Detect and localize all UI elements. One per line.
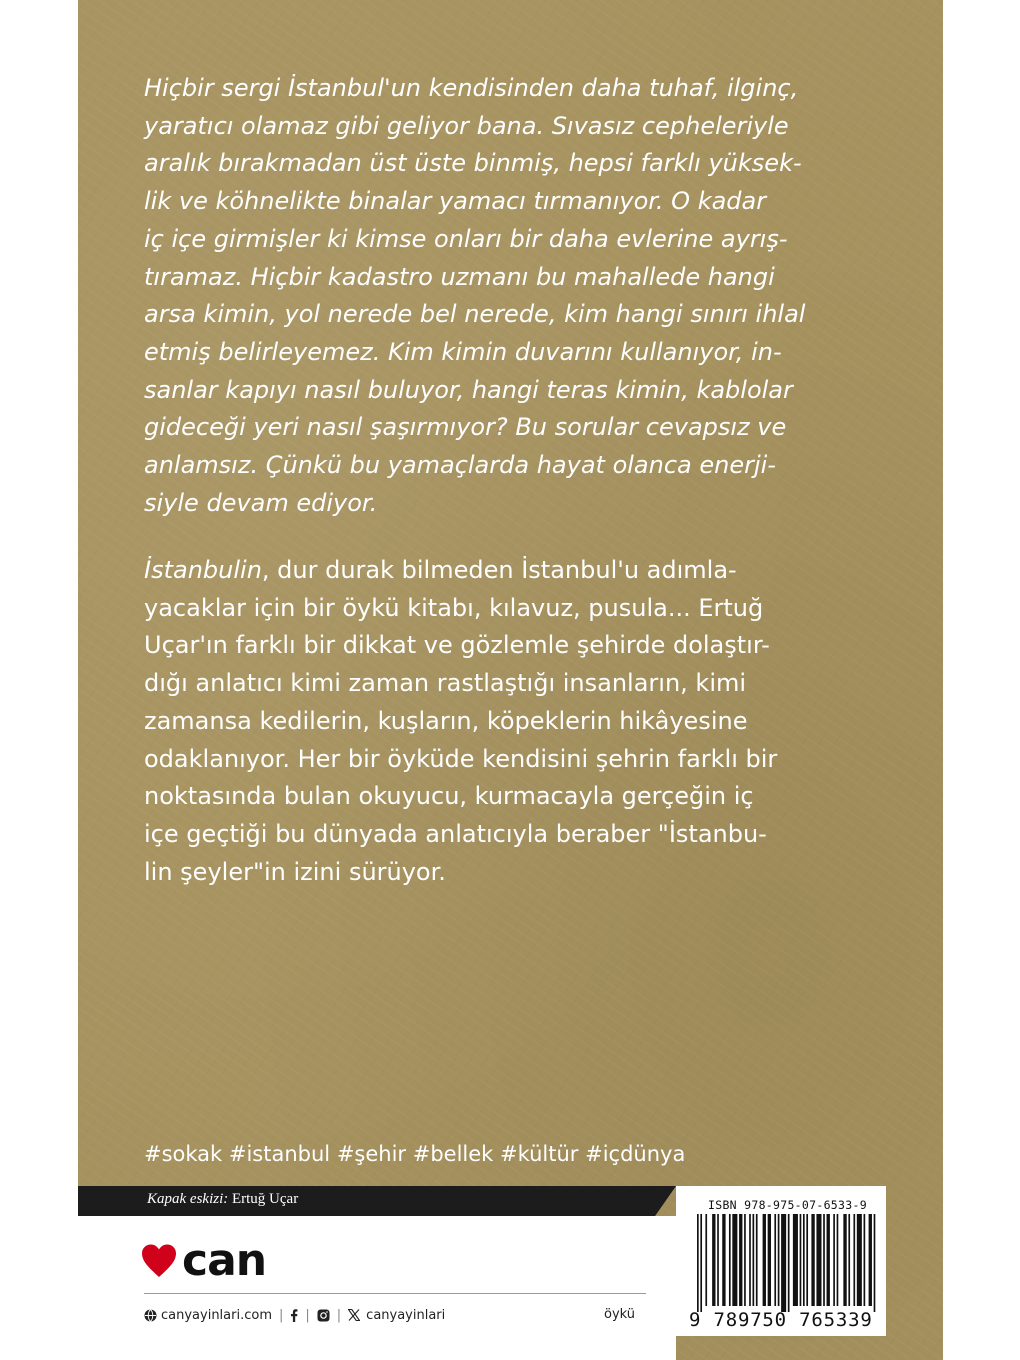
barcode-bar	[697, 1214, 699, 1312]
quote-line: siyle devam ediyor.	[144, 488, 378, 517]
barcode-bar	[722, 1214, 725, 1306]
barcode-bar	[857, 1214, 862, 1306]
barcode-bar	[803, 1214, 805, 1306]
barcode-bar	[729, 1214, 731, 1306]
barcode-bar	[816, 1214, 821, 1306]
quote-line: aralık bırakmadan üst üste binmiş, hepsi farklı yüksek-	[144, 149, 802, 178]
logo-wordmark: can	[182, 1235, 267, 1286]
separator: |	[336, 1307, 342, 1323]
barcode-bar	[827, 1214, 830, 1306]
facebook-icon[interactable]	[290, 1309, 298, 1322]
credit-name: Ertuğ Uçar	[231, 1191, 299, 1207]
quote-line: yaratıcı olamaz gibi geliyor bana. Sıvasız cepheleriyle	[144, 111, 789, 140]
separator: |	[279, 1307, 284, 1323]
description-line: noktasında bulan okuyucu, kurmacayla gerçeğin iç	[144, 782, 754, 811]
description-line: odaklanıyor. Her bir öyküde kendisini şehrin farklı bir	[144, 744, 778, 773]
barcode-bar	[811, 1214, 814, 1306]
x-icon[interactable]	[348, 1309, 360, 1321]
ean-number: 9 789750 765339	[689, 1309, 873, 1331]
description-line: dığı anlatıcı kimi zaman rastlaştığı insanların, kimi	[144, 669, 747, 698]
barcode-bar	[864, 1214, 866, 1306]
barcode-bar	[823, 1214, 825, 1306]
publisher-logo	[140, 1235, 267, 1286]
separator: |	[305, 1307, 310, 1323]
description-paragraph	[144, 552, 854, 891]
barcode-bar	[781, 1214, 786, 1312]
barcode-bar	[705, 1214, 707, 1306]
barcode-bar	[717, 1214, 719, 1306]
quote-line: etmiş belirleyemez. Kim kimin duvarını kullanıyor, in-	[144, 337, 782, 366]
barcode-bar	[874, 1214, 876, 1312]
genre-label: öykü	[604, 1307, 636, 1322]
barcode-bar	[732, 1214, 737, 1306]
barcode-bar	[756, 1214, 758, 1306]
barcode-bar	[833, 1214, 835, 1306]
barcode-bar	[753, 1214, 755, 1306]
barcode-bar	[806, 1214, 808, 1306]
description-line: zamansa kedilerin, kuşların, köpeklerin hikâyesine	[144, 706, 748, 735]
barcode-bar	[837, 1214, 839, 1306]
quote-line: Hiçbir sergi İstanbul'un kendisinden daha tuhaf, ilginç,	[144, 74, 799, 102]
quote-line: sanlar kapıyı nasıl buluyor, hangi teras kimin, kablolar	[144, 375, 793, 404]
website-link[interactable]: canyayinlari.com	[161, 1307, 272, 1323]
quote-line: tıramaz. Hiçbir kadastro uzmanı bu mahallede hangi	[144, 262, 775, 291]
barcode-bar	[853, 1214, 855, 1306]
isbn-text: ISBN 978-975-07-6533-9	[708, 1198, 867, 1212]
barcode-bar	[774, 1214, 776, 1306]
barcode-bar	[768, 1214, 771, 1306]
cover-credit	[147, 1191, 298, 1208]
quote-line: gideceği yeri nasıl şaşırmıyor? Bu sorular cevapsız ve	[144, 413, 787, 442]
barcode-bar	[712, 1214, 715, 1306]
barcode	[697, 1214, 877, 1312]
barcode-bar	[744, 1214, 746, 1306]
social-links	[144, 1305, 445, 1325]
quote-paragraph	[144, 70, 854, 522]
globe-icon	[144, 1309, 157, 1322]
barcode-bar	[778, 1214, 780, 1306]
barcode-bar	[749, 1214, 751, 1306]
description-line: lin şeyler"in izini sürüyor.	[144, 857, 446, 886]
barcode-bar	[800, 1214, 802, 1306]
barcode-bar	[848, 1214, 850, 1306]
social-handle[interactable]: canyayinlari	[366, 1307, 446, 1323]
credit-role: Kapak eskizi:	[147, 1191, 229, 1207]
barcode-bar	[793, 1214, 798, 1306]
hashtags: #sokak #istanbul #şehir #bellek #kültür #içdünya	[144, 1142, 686, 1166]
barcode-bar	[788, 1214, 790, 1312]
barcode-bar	[843, 1214, 846, 1306]
quote-line: lik ve köhnelikte binalar yamacı tırmanıyor. O kadar	[144, 187, 767, 216]
instagram-icon[interactable]	[317, 1309, 330, 1322]
description-line: Uçar'ın farklı bir dikkat ve gözlemle şehirde dolaştır-	[144, 631, 770, 660]
barcode-bar	[739, 1214, 742, 1306]
barcode-bar	[763, 1214, 766, 1306]
barcode-bar	[700, 1214, 702, 1312]
quote-line: anlamsız. Çünkü bu yamaçlarda hayat olanca enerji-	[144, 451, 776, 480]
book-title: İstanbulin	[144, 556, 262, 584]
heart-icon	[140, 1243, 178, 1279]
barcode-bar	[869, 1214, 872, 1306]
footer-divider	[144, 1293, 646, 1294]
description-line: yacaklar için bir öykü kitabı, kılavuz, pusula... Ertuğ	[144, 593, 764, 622]
quote-line: arsa kimin, yol nerede bel nerede, kim hangi sınırı ihlal	[144, 300, 806, 329]
description-first-line-rest: , dur durak bilmeden İstanbul'u adımla-	[261, 556, 737, 584]
description-line: içe geçtiği bu dünyada anlatıcıyla beraber "İstanbu-	[144, 819, 767, 848]
quote-line: iç içe girmişler ki kimse onları bir daha evlerine ayrış-	[144, 224, 788, 253]
description-line	[144, 552, 854, 590]
